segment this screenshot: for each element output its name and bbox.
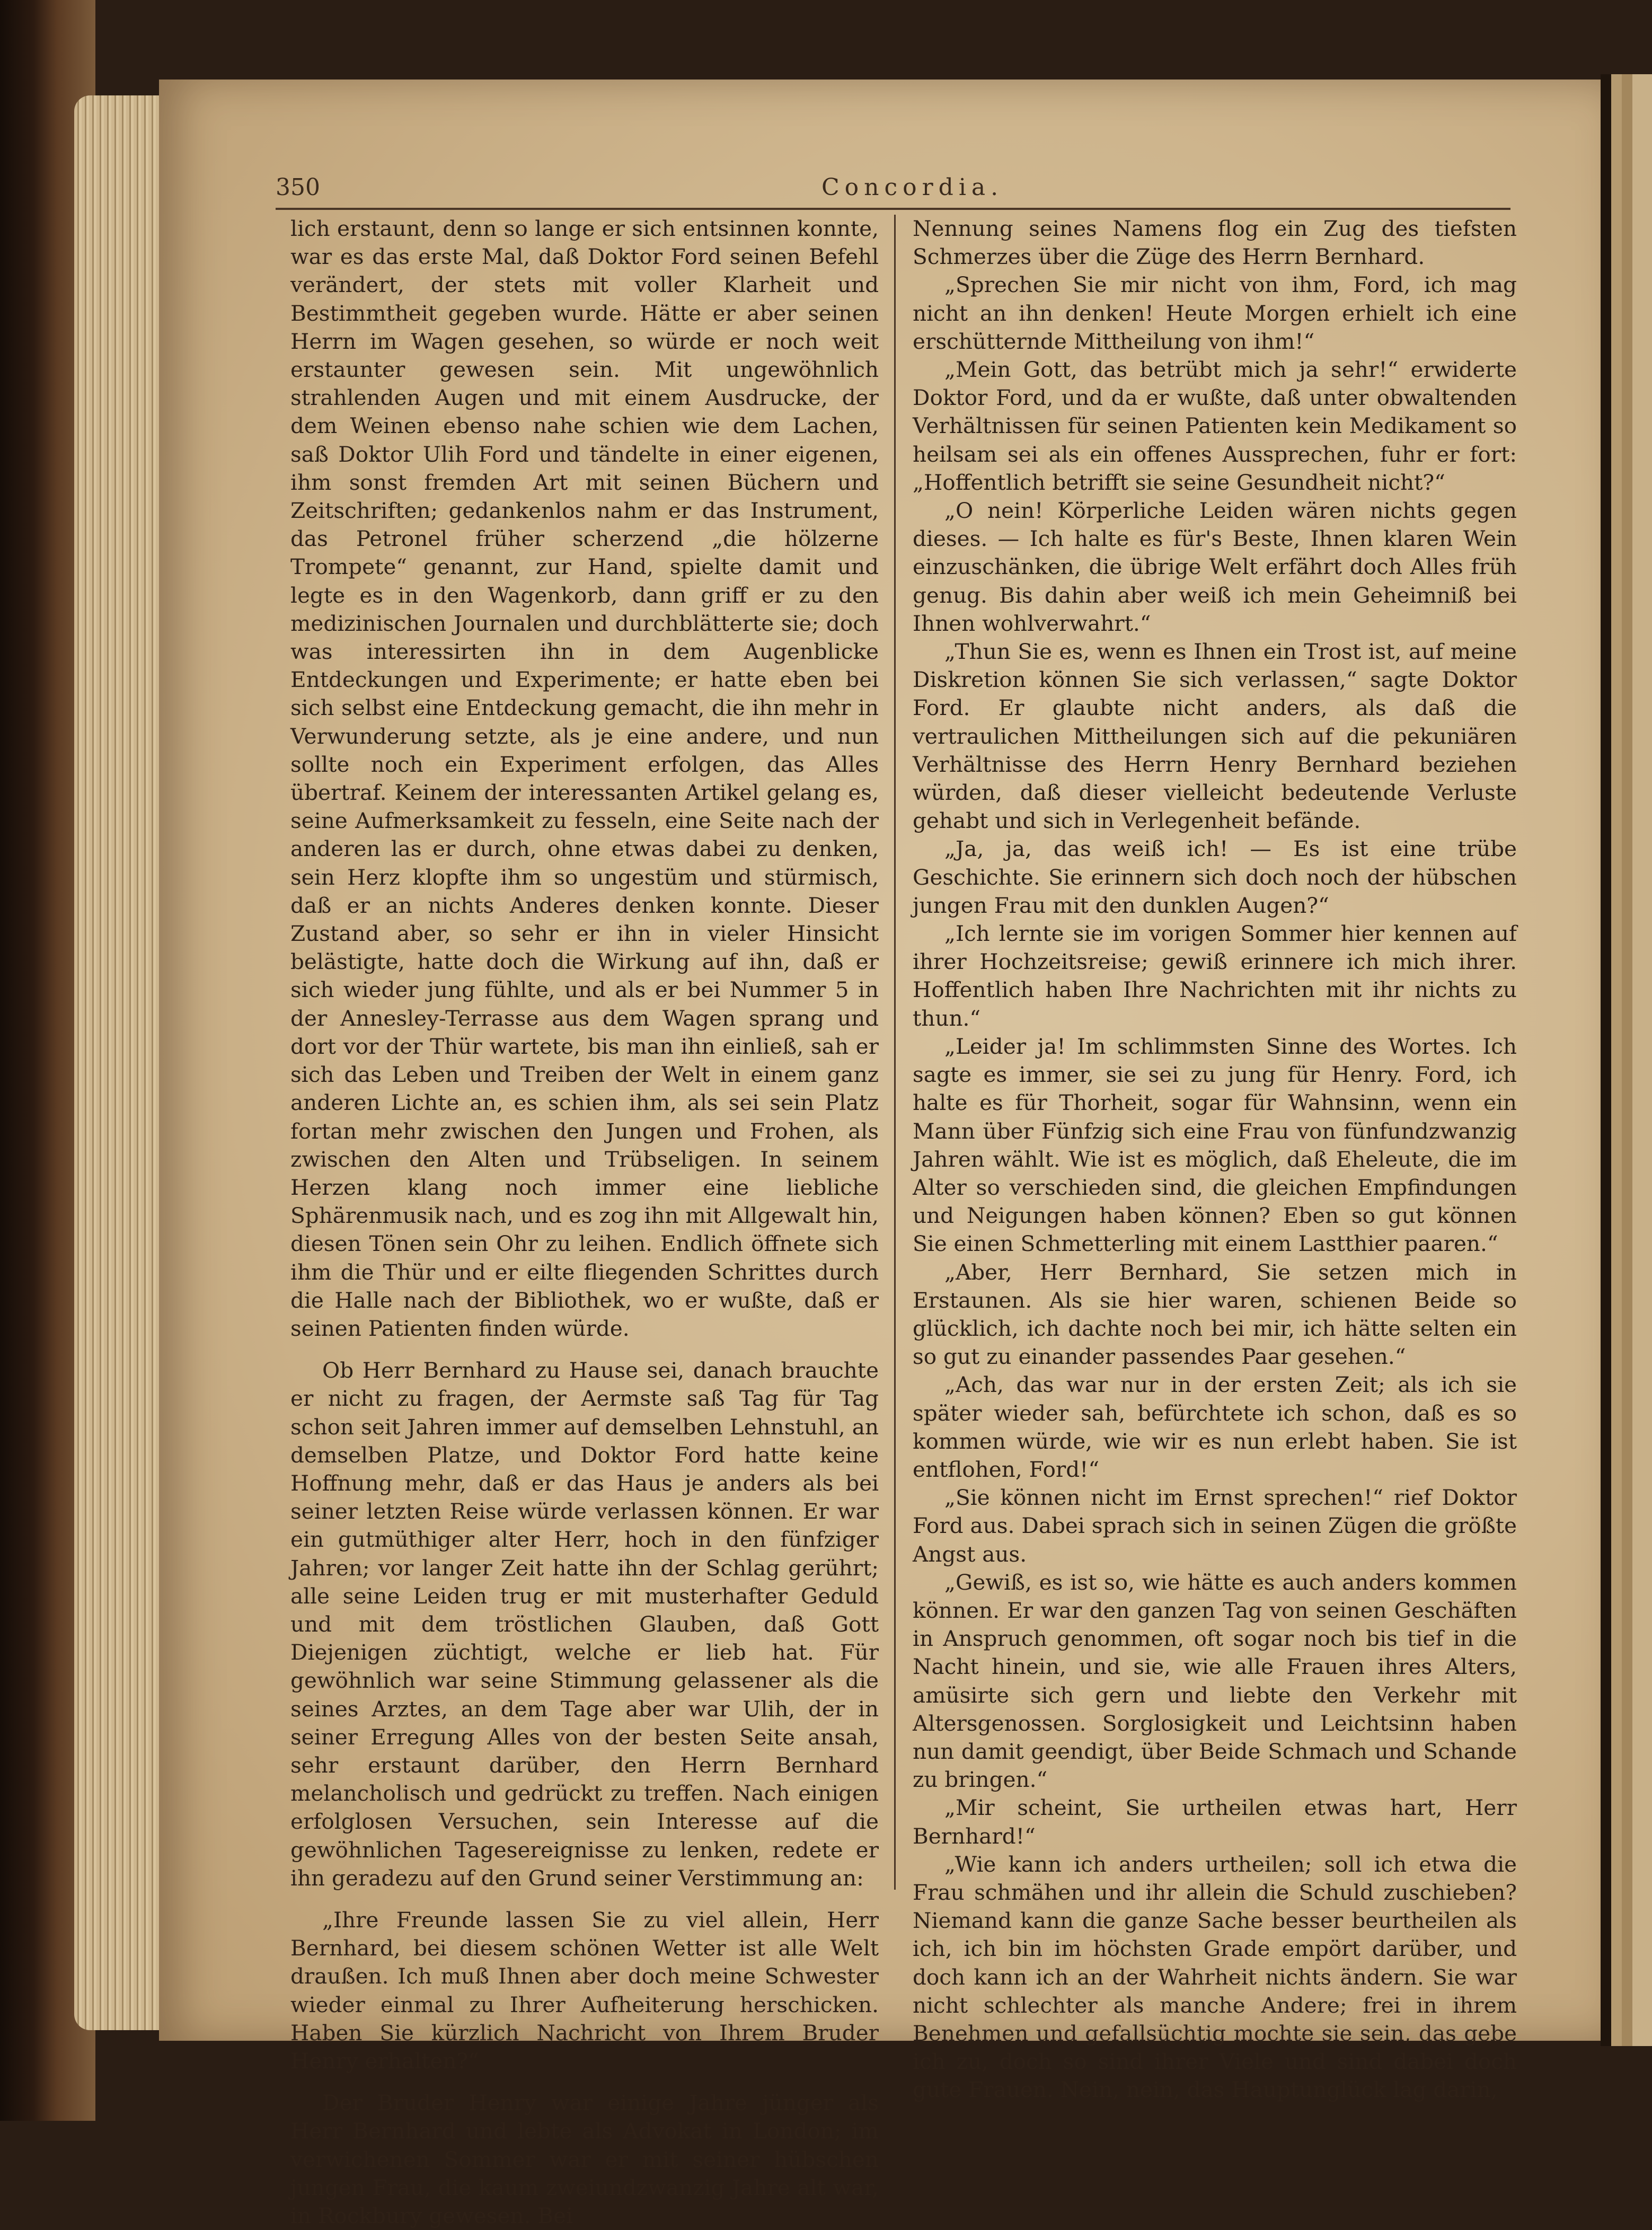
paragraph: „Mein Gott, das betrübt mich ja sehr!“ erwiderte Doktor Ford, und da er wußte, daß unter obwaltenden Verhältnissen für seinen Patienten kein Medikament so heilsam sei als ein offenes Aussprechen, fuhr er fort: „Hoffentlich betrifft sie seine Gesundheit nicht?“ (913, 357, 1517, 495)
paragraph: „Gewiß, es ist so, wie hätte es auch anders kommen können. Er war den ganzen Tag von seinen Geschäften in Anspruch genommen, oft sogar noch bis tief in die Nacht hinein, und sie, wie alle Frauen ihres Alters, amüsirte sich gern und liebte den Verkehr mit Altersgenossen. Sorglosigkeit und Leichtsinn haben nun damit geendigt, über Beide Schmach und Schande zu bringen.“ (913, 1569, 1517, 1793)
paragraph: Nennung seines Namens flog ein Zug des tiefsten Schmerzes über die Züge des Herrn Bernhard. (913, 216, 1517, 270)
paragraph: „Leider ja! Im schlimmsten Sinne des Wortes. Ich sagte es immer, sie sei zu jung für Henry. Ford, ich halte es für Thorheit, sogar für Wahnsinn, wenn ein Mann über Fünfzig sich eine Frau von fünfundzwanzig Jahren wählt. Wie ist es möglich, daß Eheleute, die im Alter so verschieden sind, die gleichen Empfindungen und Neigungen haben können? Eben so gut können Sie einen Schmetterling mit einem Lastthier paaren.“ (913, 1033, 1517, 1257)
paragraph: „Ihre Freunde lassen Sie zu viel allein, Herr Bernhard, bei diesem schönen Wetter ist alle Welt draußen. Ich muß Ihnen aber doch meine Schwester wieder einmal zu Ihrer Aufheiterung herschicken. Haben Sie kürzlich Nachricht von Ihrem Bruder Henry erhalten?“ (290, 1907, 879, 2074)
paragraph: „Thun Sie es, wenn es Ihnen ein Trost ist, auf meine Diskretion können Sie sich verlassen,“ sagte Doktor Ford. Er glaubte nicht anders, als daß die vertraulichen Mittheilungen sich auf die pekuniären Verhältnisse des Herrn Henry Bernhard beziehen würden, daß dieser vielleicht bedeutende Verluste gehabt und sich in Verlegenheit befände. (913, 639, 1517, 834)
left-column (290, 215, 879, 2229)
paragraph: lich erstaunt, denn so lange er sich entsinnen konnte, war es das erste Mal, daß Doktor Ford seinen Befehl verändert, der stets mit voller Klarheit und Bestimmtheit gegeben wurde. Hätte er aber seinen Herrn im Wagen gesehen, so würde er noch weit erstaunter gewesen sein. Mit ungewöhnlich strahlenden Augen und mit einem Ausdrucke, der dem Weinen ebenso nahe schien wie dem Lachen, saß Doktor Ulih Ford und tändelte in einer eigenen, ihm sonst fremden Art mit seinen Büchern und Zeitschriften; gedankenlos nahm er das Instrument, das Petronel früher scherzend „die hölzerne Trompete“ genannt, zur Hand, spielte damit und legte es in den Wagenkorb, dann griff er zu den medizinischen Journalen und durchblätterte sie; doch was interessirten ihn in dem Augenblicke Entdeckungen und Experimente; er hatte eben bei sich selbst eine Entdeckung gemacht, die ihn mehr in Verwunderung setzte, als je eine andere, und nun sollte noch ein Experiment erfolgen, das Alles übertraf. Keinem der interessanten Artikel gelang es, seine Aufmerksamkeit zu fesseln, eine Seite nach der anderen las er durch, ohne etwas dabei zu denken, sein Herz klopfte ihm so ungestüm und stürmisch, daß er an nichts Anderes denken konnte. Dieser Zustand aber, so sehr er ihn in vieler Hinsicht belästigte, hatte doch die Wirkung auf ihn, daß er sich wieder jung fühlte, und als er bei Nummer 5 in der Annesley-Terrasse aus dem Wagen sprang und dort vor der Thür wartete, bis man ihn einließ, sah er sich das Leben und Treiben der Welt in einem ganz anderen Lichte an, es schien ihm, als sei sein Platz fortan mehr zwischen den Jungen und Frohen, als zwischen den Alten und Trübseligen. In seinem Herzen klang noch immer eine liebliche Sphärenmusik nach, und es zog ihn mit Allgewalt hin, diesen Tönen sein Ohr zu leihen. Endlich öffnete sich ihm die Thür und er eilte fliegenden Schrittes durch die Halle nach der Bibliothek, wo er wußte, daß er seinen Patienten finden würde. (290, 216, 879, 1341)
paragraph: „Ja, ja, das weiß ich! — Es ist eine trübe Geschichte. Sie erinnern sich doch noch der hübschen jungen Frau mit den dunklen Augen?“ (913, 836, 1517, 918)
paragraph: „Aber, Herr Bernhard, Sie setzen mich in Erstaunen. Als sie hier waren, schienen Beide so glücklich, ich dachte noch bei mir, ich hätte selten ein so gut zu einander passendes Paar gesehen.“ (913, 1259, 1517, 1370)
running-title: Concordia. (821, 174, 1004, 201)
paragraph: Der Bruder Henry war einige Jahre jünger als Herr Bernhard und lebte als Advokat in London; im verwichenen Sommer war er mit seiner hübschen jungen Frau, die kaum zweiundzwanzig Jahre alt war, in Rockbury gewesen. Bei (290, 2090, 879, 2229)
page-header (276, 174, 1510, 212)
column-divider (894, 215, 896, 1890)
header-rule (276, 208, 1510, 210)
page-number: 350 (276, 174, 320, 201)
paragraph: „Wie kann ich anders urtheilen; soll ich etwa die Frau schmähen und ihr allein die Schuld zuschieben? Niemand kann die ganze Sache besser beurtheilen als ich, ich bin im höchsten Grade empört darüber, und doch kann ich an der Wahrheit nichts ändern. Sie war nicht schlechter als manche Andere; frei in ihrem Benehmen und gefallsüchtig mochte sie sein, das gebe ich zu, doch so sind ihrer Viele und sind dabei doch gute Frauen. Nein, nein, das Hauptunglück lag darin, (913, 1851, 1517, 2103)
paragraph: „Ich lernte sie im vorigen Sommer hier kennen auf ihrer Hochzeitsreise; gewiß erinnere ich mich ihrer. Hoffentlich haben Ihre Nachrichten mit ihr nichts zu thun.“ (913, 921, 1517, 1031)
paragraph: „Sie können nicht im Ernst sprechen!“ rief Doktor Ford aus. Dabei sprach sich in seinen Zügen die größte Angst aus. (913, 1485, 1517, 1567)
paragraph: „O nein! Körperliche Leiden wären nichts gegen dieses. — Ich halte es für's Beste, Ihnen klaren Wein einzuschänken, die übrige Welt erfährt doch Alles früh genug. Bis dahin aber weiß ich mein Geheimniß bei Ihnen wohlverwahrt.“ (913, 498, 1517, 636)
page-edges (74, 95, 164, 2030)
paragraph: „Ach, das war nur in der ersten Zeit; als ich sie später wieder sah, befürchtete ich schon, daß es so kommen würde, wie wir es nun erlebt haben. Sie ist entflohen, Ford!“ (913, 1372, 1517, 1482)
paragraph: „Mir scheint, Sie urtheilen etwas hart, Herr Bernhard!“ (913, 1795, 1517, 1849)
facing-page-edge (1601, 74, 1652, 2046)
right-column (913, 215, 1517, 2103)
paragraph: „Sprechen Sie mir nicht von ihm, Ford, ich mag nicht an ihn denken! Heute Morgen erhielt ich eine erschütternde Mittheilung von ihm!“ (913, 272, 1517, 354)
paragraph: Ob Herr Bernhard zu Hause sei, danach brauchte er nicht zu fragen, der Aermste saß Tag für Tag schon seit Jahren immer auf demselben Lehnstuhl, an demselben Platze, und Doktor Ford hatte keine Hoffnung mehr, daß er das Haus je anders als bei seiner letzten Reise würde verlassen können. Er war ein gutmüthiger alter Herr, hoch in den fünfziger Jahren; vor langer Zeit hatte ihn der Schlag gerührt; alle seine Leiden trug er mit musterhafter Geduld und mit dem tröstlichen Glauben, daß Gott Diejenigen züchtigt, welche er lieb hat. Für gewöhnlich war seine Stimmung gelassener als die seines Arztes, an dem Tage aber war Ulih, der in seiner Erregung Alles von der besten Seite ansah, sehr erstaunt darüber, den Herrn Bernhard melancholisch und gedrückt zu treffen. Nach einigen erfolglosen Versuchen, sein Interesse auf die gewöhnlichen Tagesereignisse zu lenken, redete er ihn geradezu auf den Grund seiner Verstimmung an: (290, 1358, 879, 1891)
